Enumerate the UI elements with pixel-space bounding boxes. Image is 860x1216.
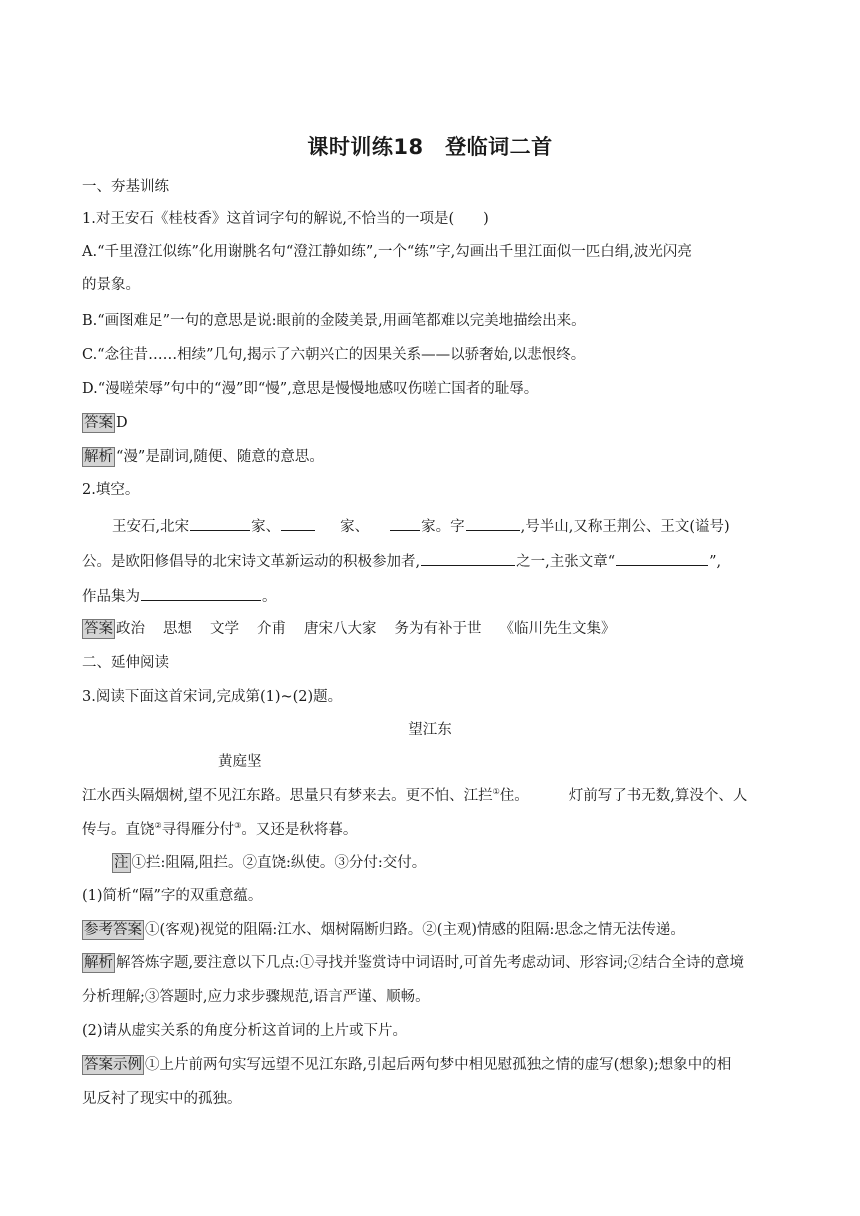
question-1-stem: 1.对王安石《桂枝香》这首词字句的解说,不恰当的一项是( ) <box>82 211 489 227</box>
question-1-option-c: C.“念往昔……相续”几句,揭示了六朝兴亡的因果关系——以骄奢始,以悲恨终。 <box>82 347 586 363</box>
question-3-example-answer-line-2: 见反衬了现实中的孤独。 <box>82 1091 242 1107</box>
question-2-line-2: 公。是欧阳修倡导的北宋诗文革新运动的积极参加者, 之一,主张文章“ ”, <box>82 550 782 572</box>
blank-5[interactable] <box>421 550 515 566</box>
example-answer-tag: 答案示例 <box>84 1057 142 1073</box>
analysis-text: “漫”是副词,随便、随意的意思。 <box>116 449 324 465</box>
question-1-analysis <box>82 447 782 467</box>
poem-notes: 注 ①拦:阻隔,阻拦。②直饶:纵使。③分付:交付。 <box>114 855 427 871</box>
question-2-line-3: 作品集为 。 <box>82 585 782 607</box>
page-title: 课时训练18 登临词二首 <box>307 135 553 159</box>
question-1-answer <box>82 413 782 433</box>
answer-tag: 答案 <box>84 621 113 637</box>
question-2-answer: 答案 政治 思想 文学 介甫 唐宋八大家 务为有补于世 《临川先生文集》 <box>84 621 616 637</box>
question-3-stem: 3.阅读下面这首宋词,完成第(1)~(2)题。 <box>82 689 343 705</box>
blank-3[interactable] <box>390 515 420 531</box>
question-2-line-1: 王安石,北宋 家、 家、 家。字 ,号半山,又称王荆公、王文(谥号) <box>112 515 792 537</box>
answer-value: D <box>116 415 128 431</box>
blank-4[interactable] <box>466 515 520 531</box>
question-3-sub-1: (1)简析“隔”字的双重意蕴。 <box>82 888 263 904</box>
question-3-sub-2: (2)请从虚实关系的角度分析这首词的上片或下片。 <box>82 1023 408 1039</box>
poem-line-1: 江水西头隔烟树,望不见江东路。思量只有梦来去。更不怕、江拦①住。 灯前写了书无数,算没个、人 <box>82 787 748 804</box>
note-tag: 注 <box>114 855 129 871</box>
blank-2[interactable] <box>281 515 315 531</box>
section-heading-basic: 一、夯基训练 <box>82 179 169 195</box>
poem-title: 望江东 <box>408 722 452 738</box>
blank-7[interactable] <box>141 585 261 601</box>
blank-1[interactable] <box>190 515 250 531</box>
analysis-tag: 解析 <box>84 955 113 971</box>
question-1-option-d: D.“漫嗟荣辱”句中的“漫”即“慢”,意思是慢慢地感叹伤嗟亡国者的耻辱。 <box>82 381 539 397</box>
question-3-analysis-line-1: 解析 解答炼字题,要注意以下几点:①寻找并鉴赏诗中词语时,可首先考虑动词、形容词;②结合全诗的意境 <box>84 955 744 971</box>
answer-tag: 答案 <box>84 415 113 431</box>
poem-line-2: 传与。直饶②寻得雁分付③。又还是秋将暮。 <box>82 821 358 838</box>
question-1-option-a-cont: 的景象。 <box>82 277 140 293</box>
question-2-stem: 2.填空。 <box>82 482 140 498</box>
question-1-option-a: A.“千里澄江似练”化用谢朓名句“澄江静如练”,一个“练”字,勾画出千里江面似一匹白绢,波光闪亮 <box>82 244 692 260</box>
question-3-example-answer-line-1: 答案示例 ①上片前两句实写远望不见江东路,引起后两句梦中相见慰孤独之情的虚写(想象);想象中的相 <box>84 1057 732 1073</box>
question-1-option-b: B.“画图难足”一句的意思是说:眼前的金陵美景,用画笔都难以完美地描绘出来。 <box>82 313 586 329</box>
section-heading-reading: 二、延伸阅读 <box>82 655 169 671</box>
question-3-analysis-line-2: 分析理解;③答题时,应力求步骤规范,语言严谨、顺畅。 <box>82 989 430 1005</box>
analysis-tag: 解析 <box>84 449 113 465</box>
poem-author: 黄庭坚 <box>218 754 262 770</box>
question-3-reference-answer: 参考答案 ①(客观)视觉的阻隔:江水、烟树隔断归路。②(主观)情感的阻隔:思念之情无法传递。 <box>84 922 685 938</box>
reference-answer-tag: 参考答案 <box>84 922 142 938</box>
blank-6[interactable] <box>616 550 708 566</box>
